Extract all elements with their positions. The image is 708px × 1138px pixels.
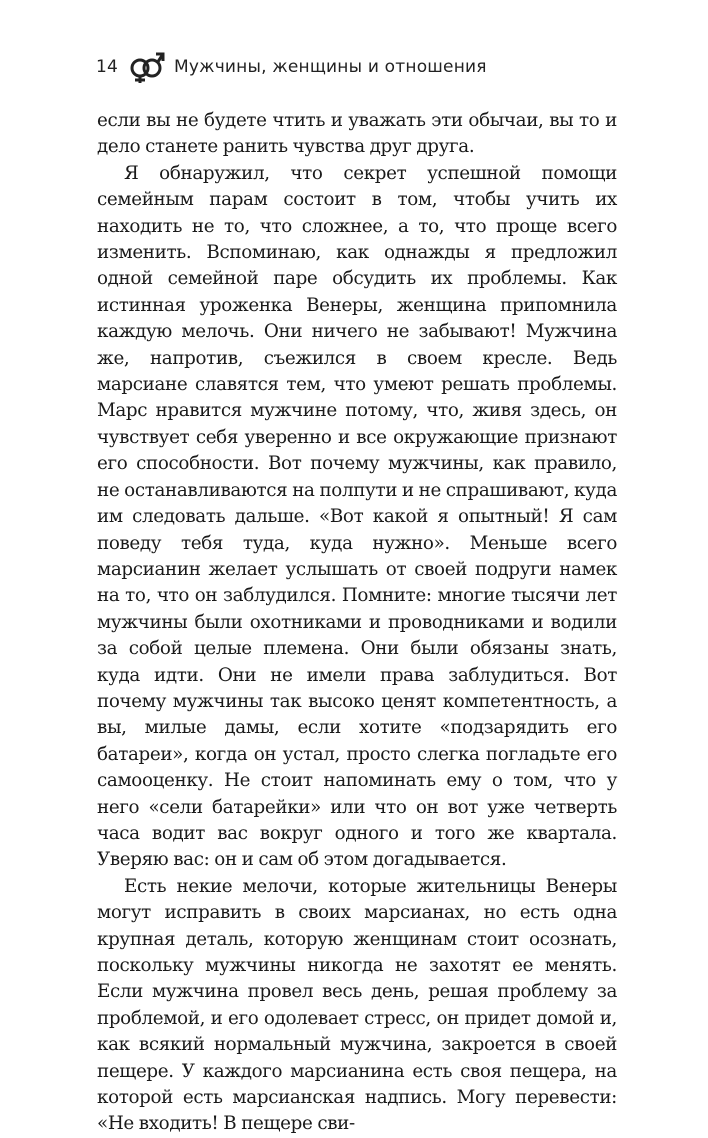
running-title: Мужчины, женщины и отношения: [174, 57, 487, 77]
body-text: [97, 108, 617, 1138]
paragraph-continuation: если вы не будете чтить и уважать эти обычаи, вы то и дело станете ранить чувства друг друга.: [97, 110, 617, 158]
paragraph: Я обнаружил, что секрет успешной помощи семейным парам состоит в том, чтобы учить их находить не то, что сложнее, а то, что проще всего изменить. Вспоминаю, как однажды я предложил одной семейной паре обсудить их проблемы. Как истинная уроженка Венеры, женщина припомнила каждую мелочь. Они ничего не забывают! Мужчина же, напротив, съежился в своем кресле. Ведь марсиане славятся тем, что умеют решать проблемы. Марс нравится мужчине потому, что, живя здесь, он чувствует себя уверенно и все окружающие признают его способности. Вот почему мужчины, как правило, не останавливаются на полпути и не спрашивают, куда им следовать дальше. «Вот какой я опытный! Я сам поведу тебя туда, куда нужно». Меньше всего марсианин желает услышать от своей подруги намек на то, что он заблудился. Помните: многие тысячи лет мужчины были охотниками и проводниками и водили за собой целые племена. Они были обязаны знать, куда идти. Они не имели права заблудиться. Вот почему мужчины так высоко ценят компетентность, а вы, милые дамы, если хотите «подзарядить его батареи», когда он устал, просто слегка погладьте его самооценку. Не стоит напоминать ему о том, что у него «сели батарейки» или что он вот уже четверть часа водит вас вокруг одного и того же квартала. Уверяю вас: он и сам об этом догадывается.: [97, 162, 617, 871]
paragraph: Есть некие мелочи, которые жительницы Венеры могут исправить в своих марсианах, но есть одна крупная деталь, которую женщинам стоит осознать, поскольку мужчины никогда не захотят ее менять. Если мужчина провел весь день, решая проблему за проблемой, и его одолевает стресс, он придет домой и, как всякий нормальный мужчина, закроется в своей пещере. У каждого марсианина есть своя пещера, на которой есть марсианская надпись. Могу перевести: «Не входить! В пещере сви-: [97, 875, 617, 1135]
running-header: [96, 50, 487, 84]
page-number: 14: [96, 57, 119, 77]
mars-venus-symbols-icon: [128, 50, 166, 84]
